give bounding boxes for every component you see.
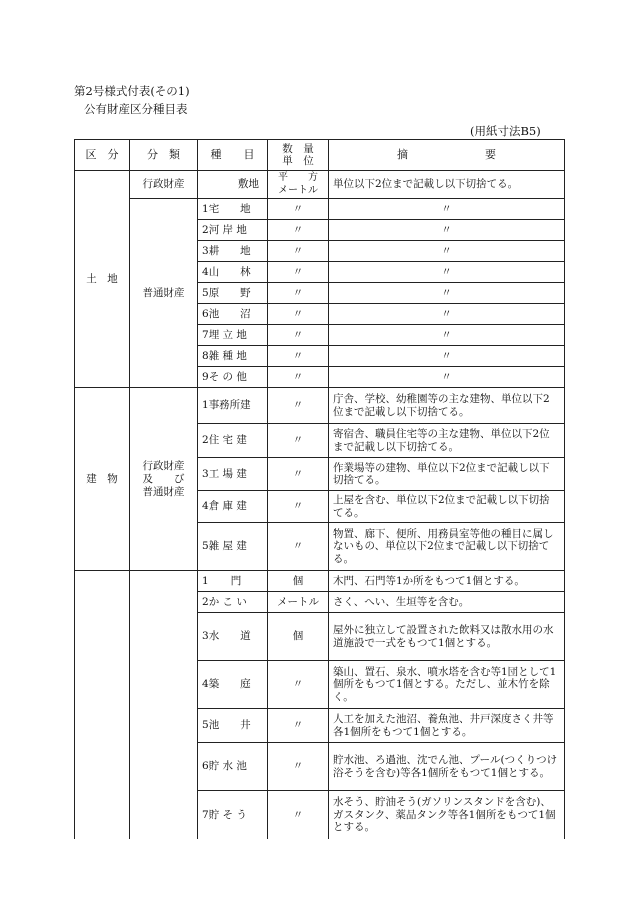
item-number: 1 (202, 202, 209, 215)
item-name: 住 宅 建 (208, 434, 247, 447)
item-number: 5 (202, 540, 209, 553)
category-admin-and-general (130, 388, 198, 571)
item-number: 2 (202, 434, 209, 447)
form-number: 第2号様式付表(その1) (74, 84, 190, 98)
item-number: 1 (202, 574, 209, 587)
unit-structure-2: メートル (268, 592, 329, 613)
item-number: 3 (202, 467, 209, 480)
item-name: 門 (230, 574, 242, 587)
summary-building-5: 物置、廊下、便所、用務員室等他の種目に属しないもの、単位以下2位まで記載し以下切捨てる。 (329, 523, 565, 571)
item-number: 5 (202, 719, 209, 732)
item-land-6 (198, 304, 268, 325)
division-building: 建 物 (75, 388, 130, 571)
summary-ditto: 〃 (329, 199, 565, 220)
table-row (75, 571, 565, 592)
item-number: 3 (202, 244, 209, 257)
document-title: 公有財産区分種目表 (84, 102, 188, 116)
category-general: 普通財産 (130, 199, 198, 388)
col-unit (268, 140, 329, 171)
summary-ditto: 〃 (329, 367, 565, 388)
col-item: 種 目 (198, 140, 268, 171)
unit-structure-3: 個 (268, 613, 329, 661)
summary-structure-4: 築山、置石、泉水、噴水塔を含む等1団として1個所をもつて1個とする。ただし、並木竹を除く。 (329, 661, 565, 709)
col-summary: 摘 要 (329, 140, 565, 171)
col-division: 区 分 (75, 140, 130, 171)
summary-ditto: 〃 (329, 325, 565, 346)
unit-sqm-line2: メートル (278, 184, 318, 196)
item-name: 池 沼 (208, 307, 251, 320)
item-number: 7 (202, 808, 209, 821)
unit-ditto: 〃 (268, 367, 329, 388)
item-structure-7 (198, 791, 268, 839)
col-unit-line1: 数 量 (282, 143, 314, 155)
item-structure-2 (198, 592, 268, 613)
item-name: 倉 庫 建 (208, 500, 247, 513)
summary-structure-6: 貯水池、ろ過池、沈でん池、プール(つくりつけ浴そうを含む)等各1個所をもつて1個とする。 (329, 743, 565, 791)
item-name: 山 林 (208, 265, 251, 278)
unit-ditto: 〃 (268, 491, 329, 523)
unit-ditto: 〃 (268, 388, 329, 424)
unit-ditto: 〃 (268, 283, 329, 304)
item-name: 雑 種 地 (208, 349, 247, 362)
item-name: 原 野 (208, 286, 251, 299)
summary-site: 単位以下2位まで記載し以下切捨てる。 (329, 171, 565, 199)
item-structure-1 (198, 571, 268, 592)
item-number: 6 (202, 760, 209, 773)
item-number: 4 (202, 500, 209, 513)
unit-ditto: 〃 (268, 220, 329, 241)
item-land-5 (198, 283, 268, 304)
item-number: 3 (202, 630, 209, 643)
item-number: 9 (202, 370, 209, 383)
item-name: そ の 他 (208, 370, 247, 383)
summary-ditto: 〃 (329, 283, 565, 304)
table-row (75, 388, 565, 424)
item-number: 2 (202, 595, 209, 608)
item-number: 6 (202, 307, 209, 320)
item-structure-6 (198, 743, 268, 791)
summary-structure-5: 人工を加えた池沼、養魚池、井戸深度さく井等各1個所をもつて1個とする。 (329, 709, 565, 743)
paper-size-note: (用紙寸法B5) (470, 124, 541, 138)
item-building-3 (198, 458, 268, 491)
table-row (75, 199, 565, 220)
unit-ditto: 〃 (268, 304, 329, 325)
item-structure-3 (198, 613, 268, 661)
item-number: 7 (202, 328, 209, 341)
item-land-4 (198, 262, 268, 283)
item-site: 敷地 (198, 171, 268, 199)
unit-ditto: 〃 (268, 241, 329, 262)
item-building-1 (198, 388, 268, 424)
item-land-8 (198, 346, 268, 367)
col-unit-line2: 単 位 (282, 155, 314, 167)
item-structure-5 (198, 709, 268, 743)
summary-structure-2: さく、へい、生垣等を含む。 (329, 592, 565, 613)
table-row (75, 171, 565, 199)
summary-structure-7: 水そう、貯油そう(ガソリンスタンドを含む)、ガスタンク、薬品タンク等各1個所をもつて1個とする。 (329, 791, 565, 839)
item-name: 貯 水 池 (208, 760, 247, 773)
item-name: 河 岸 地 (208, 223, 247, 236)
property-classification-table (74, 139, 565, 839)
item-number: 1 (202, 399, 209, 412)
item-name: 事務所建 (208, 399, 251, 412)
unit-ditto: 〃 (268, 458, 329, 491)
item-structure-4 (198, 661, 268, 709)
item-land-7 (198, 325, 268, 346)
item-name: 貯 そ う (208, 808, 247, 821)
item-name: 雑 屋 建 (208, 540, 247, 553)
division-land: 土 地 (75, 171, 130, 388)
item-name: 工 場 建 (208, 467, 247, 480)
item-name: 埋 立 地 (208, 328, 247, 341)
item-name: 池 井 (208, 719, 251, 732)
category-line1: 行政財産 (142, 459, 185, 472)
col-category: 分 類 (130, 140, 198, 171)
division-structures (75, 571, 130, 839)
item-name: 築 庭 (208, 678, 251, 691)
unit-ditto: 〃 (268, 325, 329, 346)
item-name: 宅 地 (208, 202, 251, 215)
category-structures (130, 571, 198, 839)
unit-sqm-line1: 平 方 (278, 172, 318, 183)
summary-building-4: 上屋を含む、単位以下2位まで記載し以下切捨てる。 (329, 491, 565, 523)
summary-ditto: 〃 (329, 262, 565, 283)
unit-ditto: 〃 (268, 262, 329, 283)
item-name: 水 道 (208, 630, 251, 643)
unit-ditto: 〃 (268, 346, 329, 367)
item-building-4 (198, 491, 268, 523)
item-land-2 (198, 220, 268, 241)
unit-ditto: 〃 (268, 523, 329, 571)
summary-structure-3: 屋外に独立して設置された飲料又は散水用の水道施設で一式をもつて1個とする。 (329, 613, 565, 661)
summary-ditto: 〃 (329, 346, 565, 367)
item-land-1 (198, 199, 268, 220)
item-number: 5 (202, 286, 209, 299)
item-number: 8 (202, 349, 209, 362)
item-land-9 (198, 367, 268, 388)
summary-building-1: 庁舎、学校、幼稚園等の主な建物、単位以下2位まで記載し以下切捨てる。 (329, 388, 565, 424)
item-name: 耕 地 (208, 244, 251, 257)
unit-structure-7: 〃 (268, 791, 329, 839)
category-line2: 及 び (142, 472, 185, 485)
item-number: 2 (202, 223, 209, 236)
summary-ditto: 〃 (329, 304, 565, 325)
unit-sqm (268, 171, 329, 199)
item-land-3 (198, 241, 268, 262)
summary-ditto: 〃 (329, 220, 565, 241)
item-number: 4 (202, 678, 209, 691)
unit-ditto: 〃 (268, 424, 329, 458)
item-building-2 (198, 424, 268, 458)
unit-structure-1: 個 (268, 571, 329, 592)
unit-structure-4: 〃 (268, 661, 329, 709)
summary-building-3: 作業場等の建物、単位以下2位まで記載し以下切捨てる。 (329, 458, 565, 491)
unit-ditto: 〃 (268, 199, 329, 220)
category-line3: 普通財産 (142, 485, 185, 498)
summary-structure-1: 木門、石門等1か所をもつて1個とする。 (329, 571, 565, 592)
category-admin: 行政財産 (130, 171, 198, 199)
item-building-5 (198, 523, 268, 571)
unit-structure-5: 〃 (268, 709, 329, 743)
header-row (75, 140, 565, 171)
summary-building-2: 寄宿舎、職員住宅等の主な建物、単位以下2位まで記載し以下切捨てる。 (329, 424, 565, 458)
item-number: 4 (202, 265, 209, 278)
unit-structure-6: 〃 (268, 743, 329, 791)
item-name: か こ い (208, 595, 247, 608)
summary-ditto: 〃 (329, 241, 565, 262)
